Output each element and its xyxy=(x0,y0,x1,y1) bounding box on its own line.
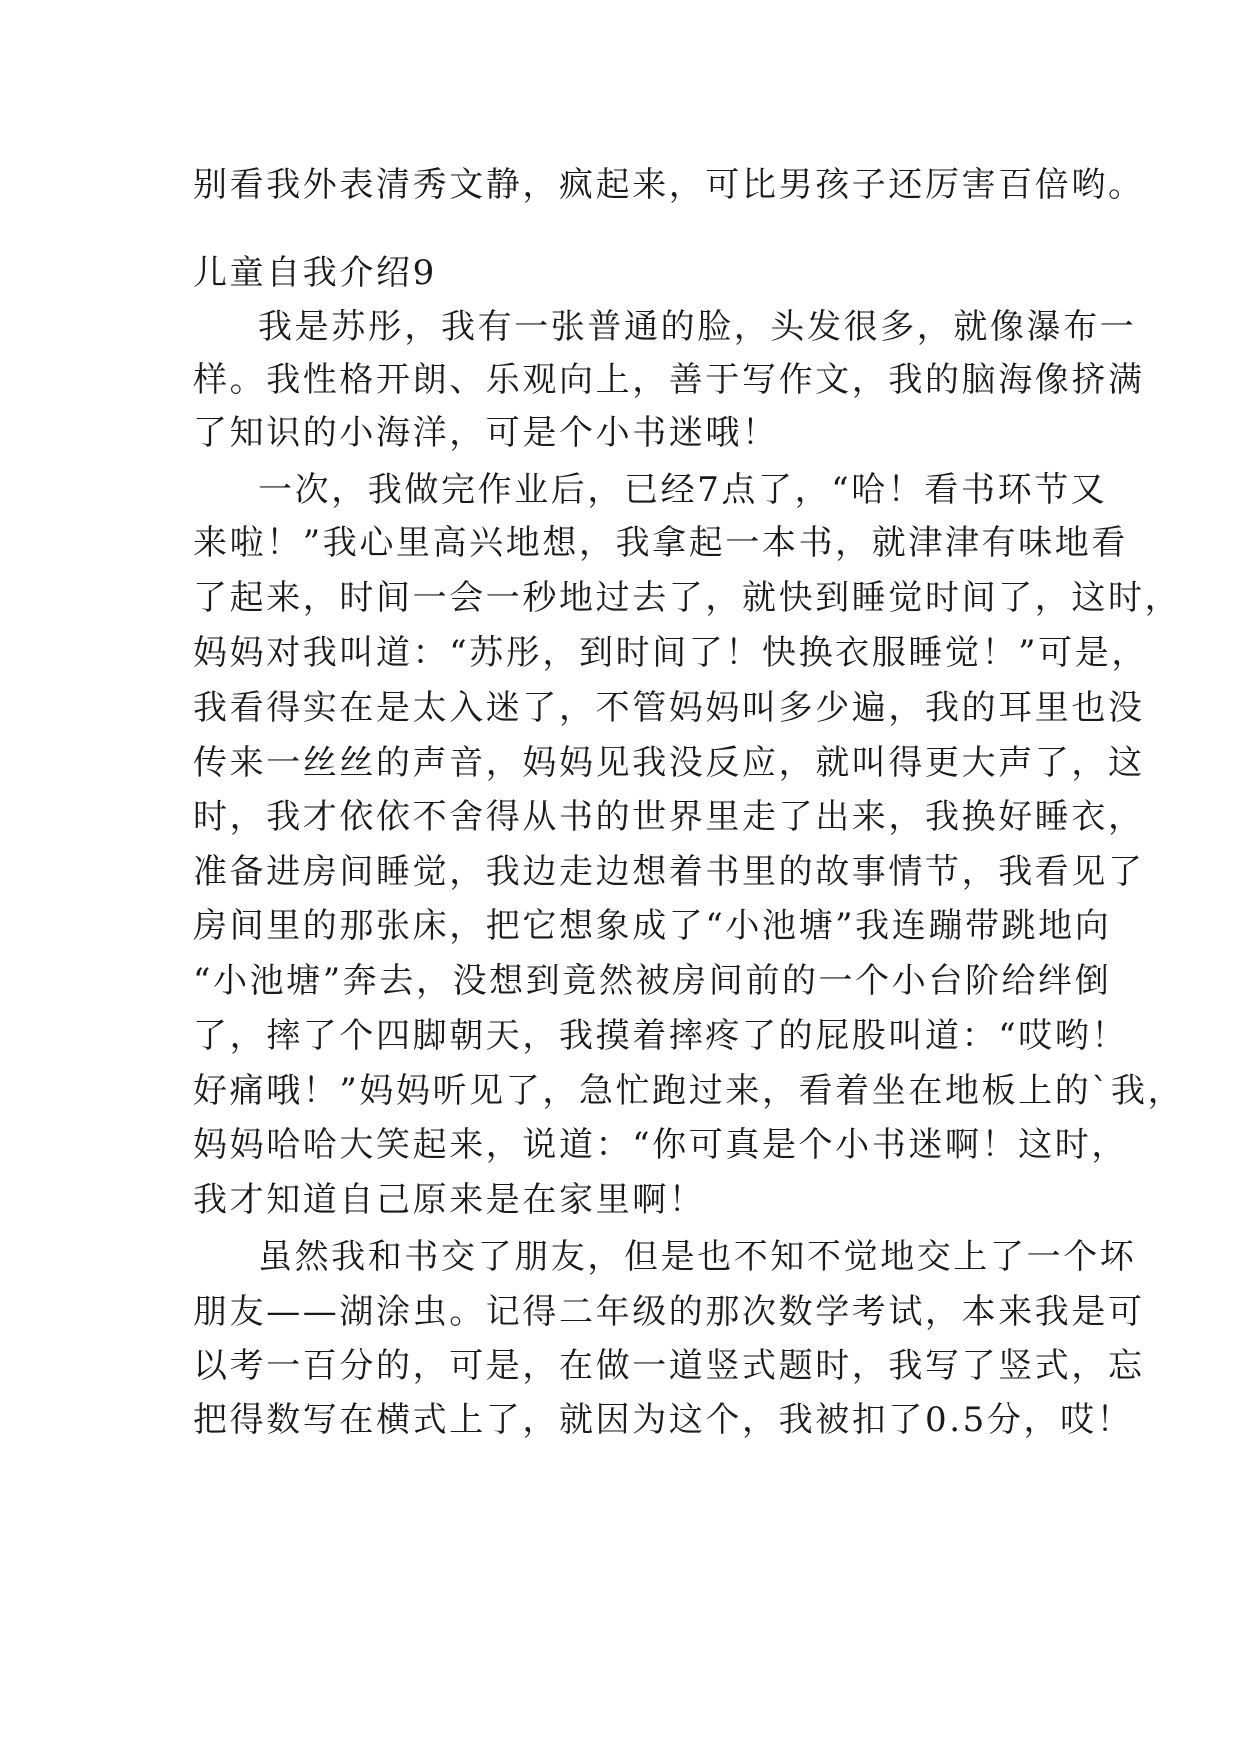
paragraph-2-line-1: 一次，我做完作业后，已经7点了，“哈！看书环节又 xyxy=(258,470,1108,510)
paragraph-2-line-12: 好痛哦！”妈妈听见了，急忙跑过来，看着坐在地板上的`我， xyxy=(193,1071,1185,1111)
paragraph-1-line-3: 了知识的小海洋，可是个小书迷哦！ xyxy=(193,413,779,453)
intro-tail-line: 别看我外表清秀文静，疯起来，可比男孩子还厉害百倍哟。 xyxy=(193,165,1145,205)
paragraph-3-line-1: 虽然我和书交了朋友，但是也不知不觉地交上了一个坏 xyxy=(258,1237,1137,1277)
paragraph-2-line-9: 房间里的那张床，把它想象成了“小池塘”我连蹦带跳地向 xyxy=(193,906,1112,946)
paragraph-2-line-14: 我才知道自己原来是在家里啊！ xyxy=(193,1180,706,1220)
paragraph-2-line-10: “小池塘”奔去，没想到竟然被房间前的一个小台阶给绊倒 xyxy=(193,961,1112,1001)
paragraph-2-line-4: 妈妈对我叫道：“苏彤，到时间了！快换衣服睡觉！”可是， xyxy=(193,633,1148,673)
paragraph-2-line-13: 妈妈哈哈大笑起来，说道：“你可真是个小书迷啊！这时， xyxy=(193,1125,1128,1165)
paragraph-3-line-2: 朋友——湖涂虫。记得二年级的那次数学考试，本来我是可 xyxy=(193,1292,1145,1332)
paragraph-3-line-4: 把得数写在横式上了，就因为这个，我被扣了0.5分，哎！ xyxy=(193,1400,1134,1440)
paragraph-2-line-8: 准备进房间睡觉，我边走边想着书里的故事情节，我看见了 xyxy=(193,852,1145,892)
paragraph-1-line-1: 我是苏彤，我有一张普通的脸，头发很多，就像瀑布一 xyxy=(258,307,1137,347)
paragraph-1-line-2: 样。我性格开朗、乐观向上，善于写作文，我的脑海像挤满 xyxy=(193,360,1145,400)
paragraph-2-line-2: 来啦！”我心里高兴地想，我拿起一本书，就津津有味地看 xyxy=(193,523,1128,563)
section-title: 儿童自我介绍9 xyxy=(193,253,437,293)
paragraph-2-line-7: 时，我才依依不舍得从书的世界里走了出来，我换好睡衣， xyxy=(193,797,1145,837)
paragraph-2-line-5: 我看得实在是太入迷了，不管妈妈叫多少遍，我的耳里也没 xyxy=(193,688,1145,728)
paragraph-3-line-3: 以考一百分的，可是，在做一道竖式题时，我写了竖式，忘 xyxy=(193,1346,1145,1386)
paragraph-2-line-6: 传来一丝丝的声音，妈妈见我没反应，就叫得更大声了，这 xyxy=(193,743,1145,783)
paragraph-2-line-11: 了，摔了个四脚朝天，我摸着摔疼了的屁股叫道：“哎哟！ xyxy=(193,1016,1128,1056)
paragraph-2-line-3: 了起来，时间一会一秒地过去了，就快到睡觉时间了，这时， xyxy=(193,578,1182,618)
